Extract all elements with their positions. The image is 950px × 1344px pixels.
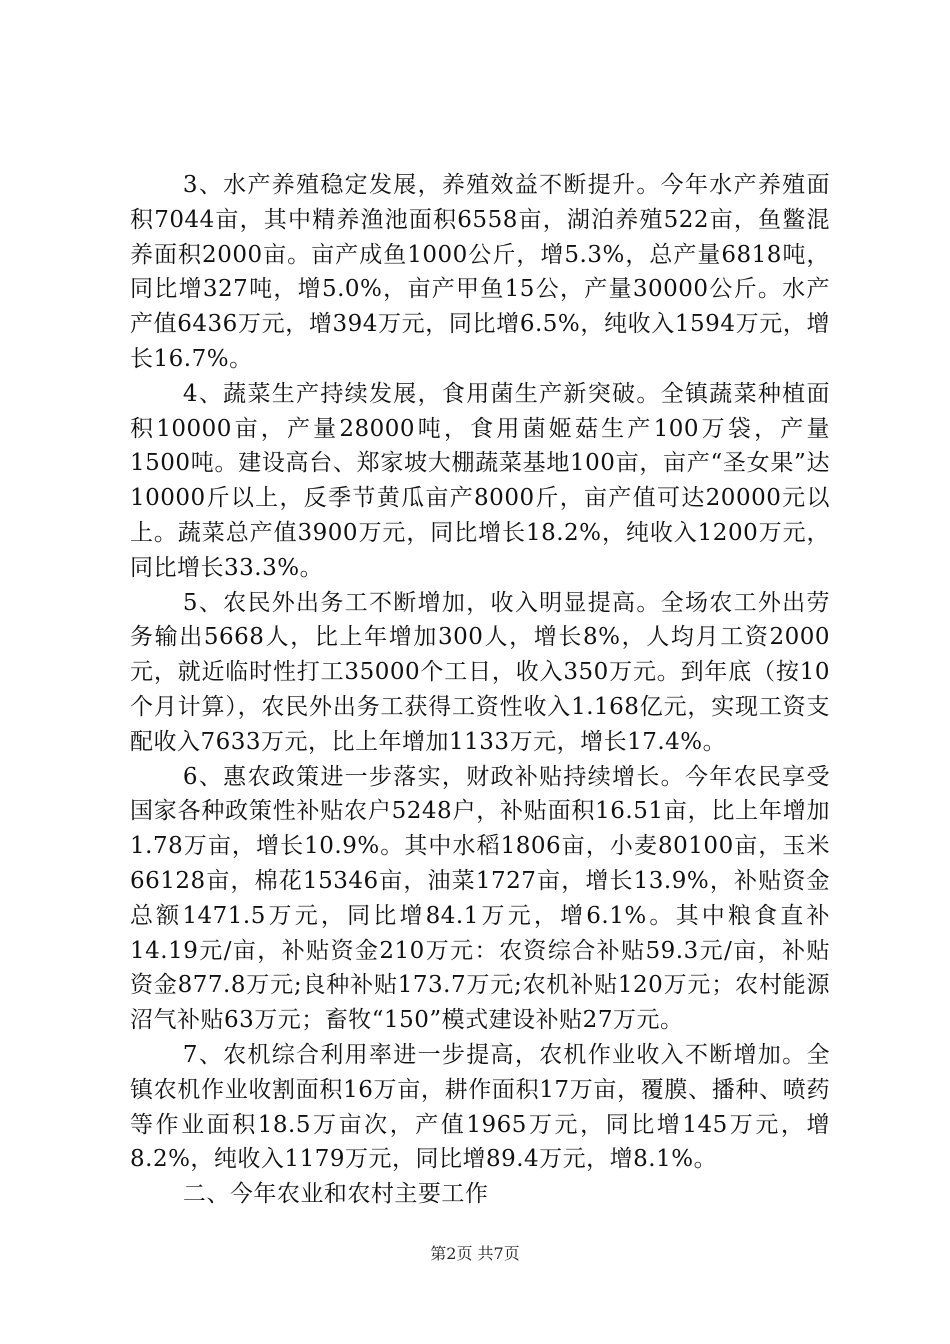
paragraph-migrant-labor: 5、农民外出务工不断增加，收入明显提高。全场农工外出劳务输出5668人，比上年增加300人，增长8%，人均月工资2000元，就近临时性打工35000个工日，收入350万元。到年底（按10个月计算），农民外出务工获得工资性收入1.168亿元，实现工资支配收入7633万元，比上年增加1133万元，增长17.4%。 — [130, 589, 830, 755]
document-body — [130, 168, 830, 1212]
paragraph-subsidies: 6、惠农政策进一步落实，财政补贴持续增长。今年农民享受国家各种政策性补贴农户5248户，补贴面积16.51亩，比上年增加1.78万亩，增长10.9%。其中水稻1806亩，小麦80100亩，玉米66128亩，棉花15346亩，油菜1727亩，增长13.9%，补贴资金总额1471.5万元，同比增84.1万元，增6.1%。其中粮食直补14.19元/亩，补贴资金210万元：农资综合补贴59.3元/亩，补贴资金877.8万元;良种补贴173.7万元;农机补贴120万元；农村能源沼气补贴63万元；畜牧“150”模式建设补贴27万元。 — [130, 763, 830, 1034]
paragraph-agri-machinery: 7、农机综合利用率进一步提高，农机作业收入不断增加。全镇农机作业收割面积16万亩，耕作面积17万亩，覆膜、播种、喷药等作业面积18.5万亩次，产值1965万元，同比增145万元，增8.2%，纯收入1179万元，同比增89.4万元，增8.1%。 — [130, 1041, 830, 1173]
paragraph-vegetables: 4、蔬菜生产持续发展，食用菌生产新突破。全镇蔬菜种植面积10000亩，产量28000吨，食用菌姬菇生产100万袋，产量1500吨。建设高台、郑家坡大棚蔬菜基地100亩，亩产“圣女果”达10000斤以上，反季节黄瓜亩产8000斤，亩产值可达20000元以上。蔬菜总产值3900万元，同比增长18.2%，纯收入1200万元，同比增长33.3%。 — [130, 380, 830, 581]
page-footer: 第2页 共7页 — [430, 1244, 520, 1263]
section-heading-main-work: 二、今年农业和农村主要工作 — [182, 1181, 489, 1208]
paragraph-aquaculture: 3、水产养殖稳定发展，养殖效益不断提升。今年水产养殖面积7044亩，其中精养渔池面积6558亩，湖泊养殖522亩，鱼鳖混养面积2000亩。亩产成鱼1000公斤，增5.3%，总产量6818吨，同比增327吨，增5.0%，亩产甲鱼15公，产量30000公斤。水产产值6436万元，增394万元，同比增6.5%，纯收入1594万元，增长16.7%。 — [130, 172, 830, 372]
